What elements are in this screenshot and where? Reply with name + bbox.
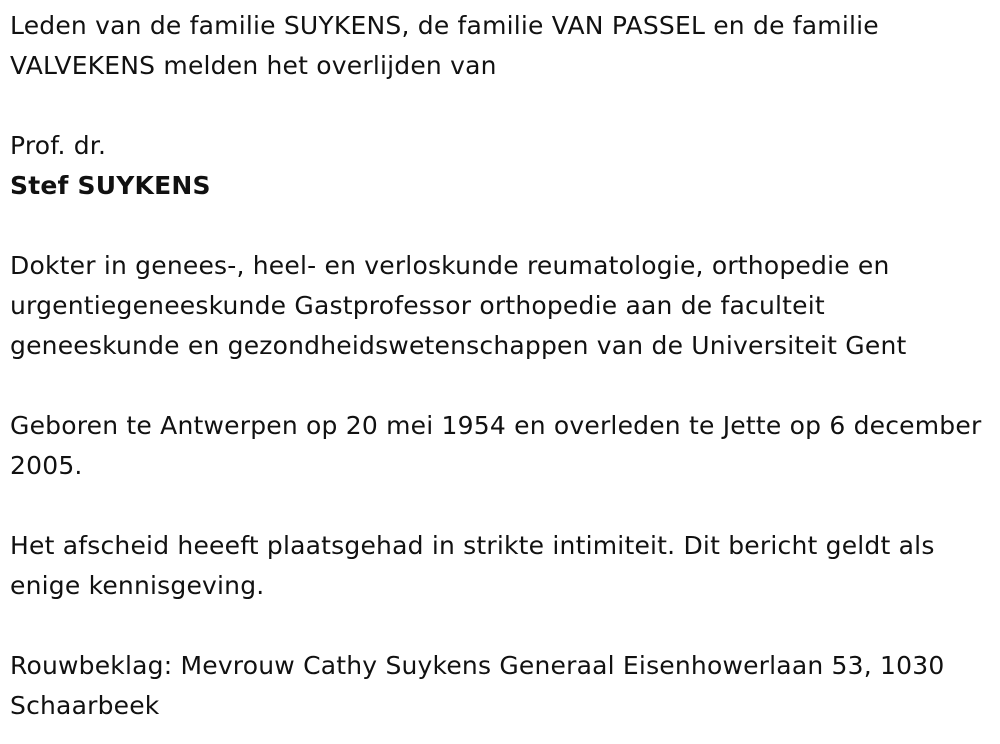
profession-paragraph: Dokter in genees-, heel- en verloskunde reumatologie, orthopedie en urgentiegeneeskunde Gastprofessor orthopedie aan de faculteit geneeskunde en gezondheidswetenschappen van de Universiteit Gent [10, 251, 907, 360]
death-notice [10, 6, 995, 726]
deceased-name: Stef SUYKENS [10, 171, 211, 200]
farewell-paragraph: Het afscheid heeeft plaatsgehad in strikte intimiteit. Dit bericht geldt als enige kennisgeving. [10, 531, 935, 600]
condolences-paragraph: Rouwbeklag: Mevrouw Cathy Suykens Generaal Eisenhowerlaan 53, 1030 Schaarbeek [10, 651, 945, 720]
dates-paragraph: Geboren te Antwerpen op 20 mei 1954 en overleden te Jette op 6 december 2005. [10, 411, 982, 480]
academic-title: Prof. dr. [10, 131, 107, 160]
intro-paragraph: Leden van de familie SUYKENS, de familie VAN PASSEL en de familie VALVEKENS melden het overlijden van [10, 11, 879, 80]
